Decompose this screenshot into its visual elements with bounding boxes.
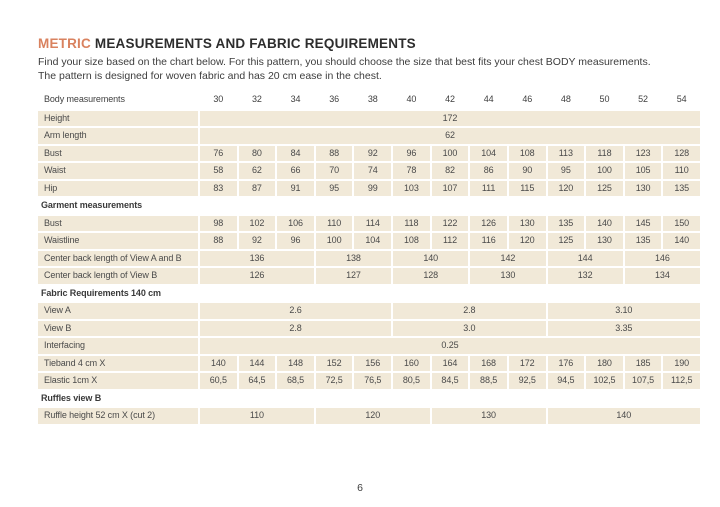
- size-column-header: 32: [252, 94, 262, 105]
- value-cell: 130: [625, 181, 662, 197]
- size-column-header: 36: [329, 94, 340, 105]
- row-label: Center back length of View A and B: [38, 251, 198, 267]
- value-cell: 112,5: [663, 373, 700, 389]
- row-label: Ruffle height 52 cm X (cut 2): [38, 408, 198, 424]
- value-cell: 87: [239, 181, 276, 197]
- value-cell: 78: [393, 163, 430, 179]
- row-label: Height: [38, 111, 198, 127]
- value-cell: 145: [625, 216, 662, 232]
- value-cell: 0.25: [200, 338, 700, 354]
- value-cell: 108: [393, 233, 430, 249]
- value-cell: 72,5: [316, 373, 353, 389]
- value-cell: 108: [509, 146, 546, 162]
- value-cell: 118: [393, 216, 430, 232]
- value-cell: 146: [625, 251, 700, 267]
- value-cell: 136: [200, 251, 314, 267]
- table-row: [38, 233, 700, 249]
- value-cell: 84,5: [432, 373, 469, 389]
- value-cell: 135: [548, 216, 585, 232]
- table-row: [38, 216, 700, 232]
- value-cell: 98: [200, 216, 237, 232]
- value-cell: 110: [663, 163, 700, 179]
- title-accent-word: METRIC: [38, 36, 91, 51]
- size-column-header: 54: [676, 94, 687, 105]
- value-cell: 102: [239, 216, 276, 232]
- value-cell: 91: [277, 181, 314, 197]
- value-cell: 144: [239, 356, 276, 372]
- value-cell: 94,5: [548, 373, 585, 389]
- table-row: [38, 251, 700, 267]
- value-cell: 120: [316, 408, 430, 424]
- value-cell: 88: [200, 233, 237, 249]
- value-cell: 130: [509, 216, 546, 232]
- value-cell: 156: [354, 356, 391, 372]
- value-cell: 104: [354, 233, 391, 249]
- value-cell: 2.6: [200, 303, 391, 319]
- value-cell: 100: [586, 163, 623, 179]
- value-cell: 176: [548, 356, 585, 372]
- row-label: Center back length of View B: [38, 268, 198, 284]
- value-cell: 105: [625, 163, 662, 179]
- table-header-row: [38, 92, 700, 108]
- value-cell: 92,5: [509, 373, 546, 389]
- value-cell: 123: [625, 146, 662, 162]
- value-cell: 107: [432, 181, 469, 197]
- value-cell: 88,5: [470, 373, 507, 389]
- value-cell: 95: [316, 181, 353, 197]
- value-cell: 84: [277, 146, 314, 162]
- value-cell: 103: [393, 181, 430, 197]
- value-cell: 140: [586, 216, 623, 232]
- table-row: [38, 408, 700, 424]
- value-cell: 130: [470, 268, 545, 284]
- value-cell: 135: [625, 233, 662, 249]
- value-cell: 95: [548, 163, 585, 179]
- value-cell: 112: [432, 233, 469, 249]
- value-cell: 80,5: [393, 373, 430, 389]
- value-cell: 128: [393, 268, 468, 284]
- intro-line-1: Find your size based on the chart below. For this pattern, you should choose the size that best fits your chest BODY measurements.: [38, 56, 651, 68]
- row-label: Waist: [38, 163, 198, 179]
- value-cell: 80: [239, 146, 276, 162]
- table-row: [38, 128, 700, 144]
- value-cell: 100: [316, 233, 353, 249]
- value-cell: 138: [316, 251, 391, 267]
- row-label: Arm length: [38, 128, 198, 144]
- table-row: [38, 268, 700, 284]
- value-cell: 152: [316, 356, 353, 372]
- value-cell: 66: [277, 163, 314, 179]
- value-cell: 120: [509, 233, 546, 249]
- value-cell: 185: [625, 356, 662, 372]
- row-label: Elastic 1cm X: [38, 373, 198, 389]
- value-cell: 62: [239, 163, 276, 179]
- section-header-row: [38, 286, 700, 302]
- table-row: [38, 303, 700, 319]
- size-column-header: 38: [367, 94, 378, 105]
- size-column-header: 30: [213, 94, 224, 105]
- value-cell: 107,5: [625, 373, 662, 389]
- value-cell: 2.8: [200, 321, 391, 337]
- size-column-header: 34: [290, 94, 301, 105]
- row-label: Bust: [38, 216, 198, 232]
- value-cell: 88: [316, 146, 353, 162]
- value-cell: 2.8: [393, 303, 545, 319]
- table-row: [38, 356, 700, 372]
- value-cell: 130: [586, 233, 623, 249]
- value-cell: 83: [200, 181, 237, 197]
- size-column-header: 52: [638, 94, 648, 105]
- value-cell: 68,5: [277, 373, 314, 389]
- size-column-header: 50: [599, 94, 610, 105]
- value-cell: 140: [548, 408, 700, 424]
- size-column-header: 40: [406, 94, 417, 105]
- section-header-label: Garment measurements: [38, 198, 700, 214]
- table-row: [38, 111, 700, 127]
- value-cell: 62: [200, 128, 700, 144]
- row-label: View B: [38, 321, 198, 337]
- value-cell: 126: [470, 216, 507, 232]
- value-cell: 164: [432, 356, 469, 372]
- value-cell: 92: [354, 146, 391, 162]
- value-cell: 172: [509, 356, 546, 372]
- value-cell: 142: [470, 251, 545, 267]
- intro-line-2: The pattern is designed for woven fabric and has 20 cm ease in the chest.: [38, 70, 382, 83]
- value-cell: 104: [470, 146, 507, 162]
- value-cell: 60,5: [200, 373, 237, 389]
- value-cell: 113: [548, 146, 585, 162]
- value-cell: 114: [354, 216, 391, 232]
- section-header-label: Fabric Requirements 140 cm: [38, 286, 700, 302]
- value-cell: 3.10: [548, 303, 700, 319]
- value-cell: 90: [509, 163, 546, 179]
- value-cell: 126: [200, 268, 314, 284]
- page-title: [38, 36, 700, 51]
- value-cell: 92: [239, 233, 276, 249]
- table-row: [38, 373, 700, 389]
- value-cell: 128: [663, 146, 700, 162]
- value-cell: 140: [393, 251, 468, 267]
- row-label: Interfacing: [38, 338, 198, 354]
- row-label: Waistline: [38, 233, 198, 249]
- row-label: Tieband 4 cm X: [38, 356, 198, 372]
- value-cell: 106: [277, 216, 314, 232]
- section-header-label: Ruffles view B: [38, 391, 700, 407]
- value-cell: 70: [316, 163, 353, 179]
- value-cell: 172: [200, 111, 700, 127]
- table-row: [38, 163, 700, 179]
- value-cell: 82: [432, 163, 469, 179]
- value-cell: 99: [354, 181, 391, 197]
- value-cell: 134: [625, 268, 700, 284]
- value-cell: 130: [432, 408, 546, 424]
- value-cell: 190: [663, 356, 700, 372]
- value-cell: 102,5: [586, 373, 623, 389]
- value-cell: 58: [200, 163, 237, 179]
- value-cell: 140: [200, 356, 237, 372]
- value-cell: 125: [586, 181, 623, 197]
- value-cell: 115: [509, 181, 546, 197]
- table-row: [38, 321, 700, 337]
- value-cell: 76: [200, 146, 237, 162]
- row-label: Hip: [38, 181, 198, 197]
- row-label: View A: [38, 303, 198, 319]
- value-cell: 122: [432, 216, 469, 232]
- table-row: [38, 146, 700, 162]
- value-cell: 148: [277, 356, 314, 372]
- value-cell: 160: [393, 356, 430, 372]
- value-cell: 110: [316, 216, 353, 232]
- title-main-text: MEASUREMENTS AND FABRIC REQUIREMENTS: [90, 36, 416, 51]
- size-column-header: 42: [445, 94, 455, 105]
- value-cell: 96: [393, 146, 430, 162]
- value-cell: 110: [200, 408, 314, 424]
- value-cell: 140: [663, 233, 700, 249]
- value-cell: 74: [354, 163, 391, 179]
- value-cell: 135: [663, 181, 700, 197]
- value-cell: 144: [548, 251, 623, 267]
- value-cell: 118: [586, 146, 623, 162]
- value-cell: 127: [316, 268, 391, 284]
- value-cell: 180: [586, 356, 623, 372]
- value-cell: 120: [548, 181, 585, 197]
- page-number: 6: [357, 482, 363, 494]
- value-cell: 132: [548, 268, 623, 284]
- value-cell: 3.35: [548, 321, 700, 337]
- column-header-label: Body measurements: [44, 94, 125, 105]
- value-cell: 96: [277, 233, 314, 249]
- value-cell: 168: [470, 356, 507, 372]
- value-cell: 64,5: [239, 373, 276, 389]
- value-cell: 111: [470, 181, 507, 197]
- value-cell: 100: [432, 146, 469, 162]
- value-cell: 3.0: [393, 321, 545, 337]
- size-column-header: 46: [522, 94, 533, 105]
- intro-paragraph: [38, 55, 700, 83]
- table-row: [38, 338, 700, 354]
- table-row: [38, 181, 700, 197]
- value-cell: 116: [470, 233, 507, 249]
- value-cell: 125: [548, 233, 585, 249]
- value-cell: 76,5: [354, 373, 391, 389]
- value-cell: 86: [470, 163, 507, 179]
- section-header-row: [38, 391, 700, 407]
- row-label: Bust: [38, 146, 198, 162]
- value-cell: 150: [663, 216, 700, 232]
- size-chart-table: [38, 92, 700, 424]
- size-column-header: 48: [560, 94, 571, 105]
- size-column-header: 44: [483, 94, 494, 105]
- section-header-row: [38, 198, 700, 214]
